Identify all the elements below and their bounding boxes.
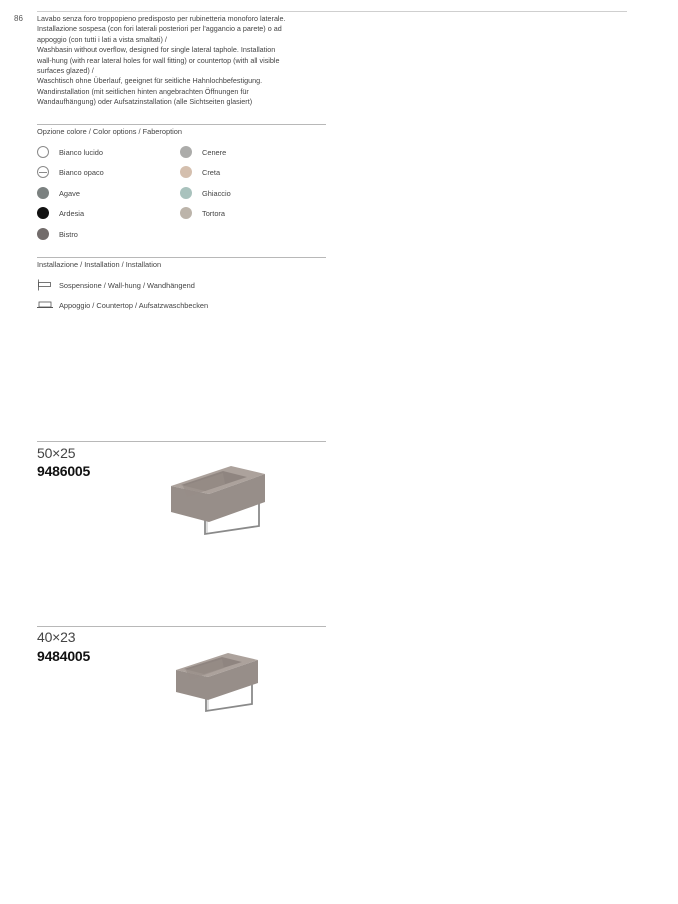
- swatch-label: Agave: [59, 188, 80, 198]
- color-option-ardesia: [37, 206, 84, 220]
- swatch-label: Ardesia: [59, 208, 85, 218]
- installation-rule: [37, 257, 326, 258]
- swatch-label: Cenere: [202, 147, 227, 157]
- washbasin-50x25-image: [165, 462, 270, 538]
- color-option-tortora: [180, 206, 225, 220]
- swatch-ghiaccio: [180, 187, 192, 199]
- desc-line: wall-hung (with rear lateral holes for wall fitting) or countertop (with all visible: [37, 55, 280, 65]
- desc-line: Lavabo senza foro troppopieno predisposto per rubinetteria monoforo laterale.: [37, 14, 286, 23]
- opaque-mark: [39, 172, 47, 173]
- swatch-label: Bianco opaco: [59, 167, 104, 177]
- wall-hung-icon: [37, 279, 53, 291]
- desc-line: Waschtisch ohne Überlauf, geeignet für seitliche Hahnlochbefestigung.: [37, 76, 263, 86]
- top-rule: [37, 11, 627, 12]
- installation-wall-hung: [37, 279, 195, 291]
- desc-line: Installazione sospesa (con fori laterali posteriori per l'aggancio a parete) o ad: [37, 24, 282, 34]
- desc-line: Wandaufhängung) oder Aufsatzinstallation (alle Sichtseiten glasiert): [37, 97, 253, 107]
- product-code: 9486005: [37, 463, 91, 479]
- color-option-cenere: [180, 145, 226, 159]
- swatch-label: Bianco lucido: [59, 147, 103, 157]
- swatch-bianco-lucido: [37, 146, 49, 158]
- product-size: 40×23: [37, 629, 76, 645]
- swatch-label: Tortora: [202, 208, 226, 218]
- desc-line: surfaces glazed) /: [37, 66, 94, 76]
- swatch-agave: [37, 187, 49, 199]
- countertop-icon: [37, 299, 53, 311]
- color-option-bianco-lucido: [37, 145, 103, 159]
- desc-line: Wandinstallation (mit seitlichen hinten angebrachten Öffnungen für: [37, 86, 249, 96]
- color-option-bianco-opaco: [37, 165, 104, 179]
- install-label: Sospensione / Wall-hung / Wandhängend: [59, 280, 195, 290]
- color-options-rule: [37, 124, 326, 125]
- color-option-bistro: [37, 227, 78, 241]
- swatch-bianco-opaco: [37, 166, 49, 178]
- washbasin-40x23-image: [172, 650, 262, 714]
- color-option-agave: [37, 186, 80, 200]
- installation-title: Installazione / Installation / Installation: [37, 260, 162, 269]
- install-label: Appoggio / Countertop / Aufsatzwaschbecken: [59, 300, 209, 310]
- product-description: [37, 14, 337, 108]
- page-number: 86: [14, 14, 23, 23]
- product-code: 9484005: [37, 648, 91, 664]
- swatch-label: Creta: [202, 167, 221, 177]
- swatch-creta: [180, 166, 192, 178]
- desc-line: appoggio (con tutti i lati a vista smaltati) /: [37, 34, 167, 44]
- swatch-tortora: [180, 207, 192, 219]
- swatch-ardesia: [37, 207, 49, 219]
- swatch-bistro: [37, 228, 49, 240]
- swatch-cenere: [180, 146, 192, 158]
- product-1-rule: [37, 441, 326, 442]
- color-option-creta: [180, 165, 220, 179]
- color-option-ghiaccio: [180, 186, 231, 200]
- swatch-label: Bistro: [59, 229, 78, 239]
- color-options-title: Opzione colore / Color options / Faberoption: [37, 127, 183, 136]
- product-2-rule: [37, 626, 326, 627]
- swatch-label: Ghiaccio: [202, 188, 231, 198]
- desc-line: Washbasin without overflow, designed for single lateral taphole. Installation: [37, 45, 276, 55]
- installation-countertop: [37, 299, 208, 311]
- product-size: 50×25: [37, 445, 76, 461]
